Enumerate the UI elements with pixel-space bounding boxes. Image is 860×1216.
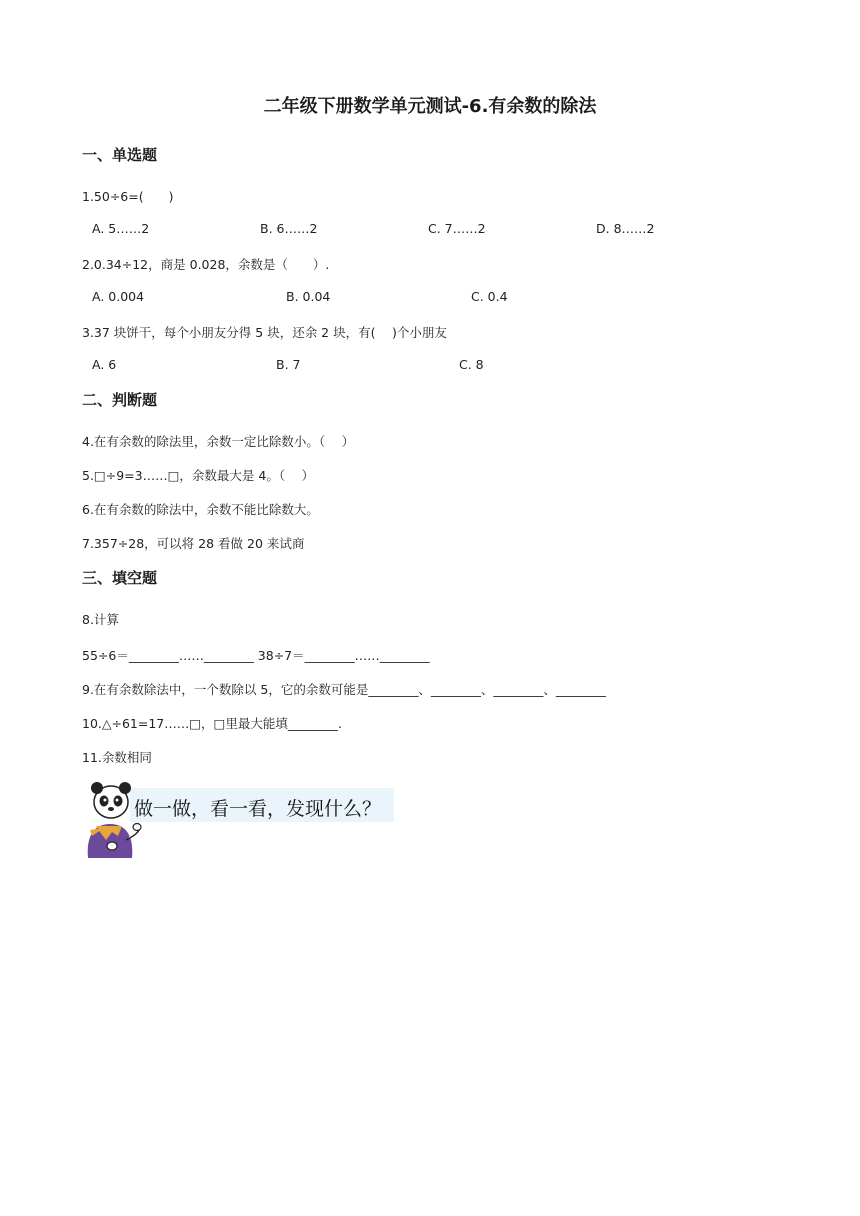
question-8: 8.计算: [82, 612, 119, 627]
q3-option-b: B. 7: [276, 357, 301, 372]
q1-option-c: C. 7……2: [428, 221, 486, 236]
q2-option-c: C. 0.4: [471, 289, 508, 304]
panda-caption: 做一做，看一看，发现什么？: [134, 798, 382, 820]
q1-option-b: B. 6……2: [260, 221, 318, 236]
question-6: 6.在有余数的除法中，余数不能比除数大。: [82, 502, 319, 517]
panda-illustration: [82, 780, 394, 858]
section-heading-true-false: 二、判断题: [82, 391, 158, 409]
q1-option-d: D. 8……2: [596, 221, 655, 236]
question-2: 2.0.34÷12，商是 0.028，余数是（ ）.: [82, 257, 330, 272]
q2-option-b: B. 0.04: [286, 289, 331, 304]
question-10: 10.△÷61=17……□，□里最大能填________.: [82, 716, 342, 731]
q3-option-a: A. 6: [92, 357, 117, 372]
question-9: 9.在有余数除法中，一个数除以 5，它的余数可能是________、________、________、________: [82, 682, 606, 697]
question-7: 7.357÷28，可以将 28 看做 20 来试商: [82, 536, 305, 551]
question-4: 4.在有余数的除法里，余数一定比除数小。（ ）: [82, 434, 355, 449]
question-1: 1.50÷6=( ): [82, 189, 174, 204]
question-5: 5.□÷9=3……□，余数最大是 4。（ ）: [82, 468, 315, 483]
question-3: 3.37 块饼干，每个小朋友分得 5 块，还余 2 块，有( )个小朋友: [82, 325, 447, 340]
section-heading-fill-blank: 三、填空题: [82, 569, 158, 587]
q3-option-c: C. 8: [459, 357, 484, 372]
section-heading-single-choice: 一、单选题: [82, 146, 158, 164]
panda-icon: [82, 780, 142, 858]
q2-option-a: A. 0.004: [92, 289, 145, 304]
page-title: 二年级下册数学单元测试-6.有余数的除法: [263, 96, 597, 117]
q1-option-a: A. 5……2: [92, 221, 150, 236]
question-11: 11.余数相同: [82, 750, 152, 765]
question-8-calculation: 55÷6＝________……________ 38÷7＝________……________: [82, 648, 430, 663]
